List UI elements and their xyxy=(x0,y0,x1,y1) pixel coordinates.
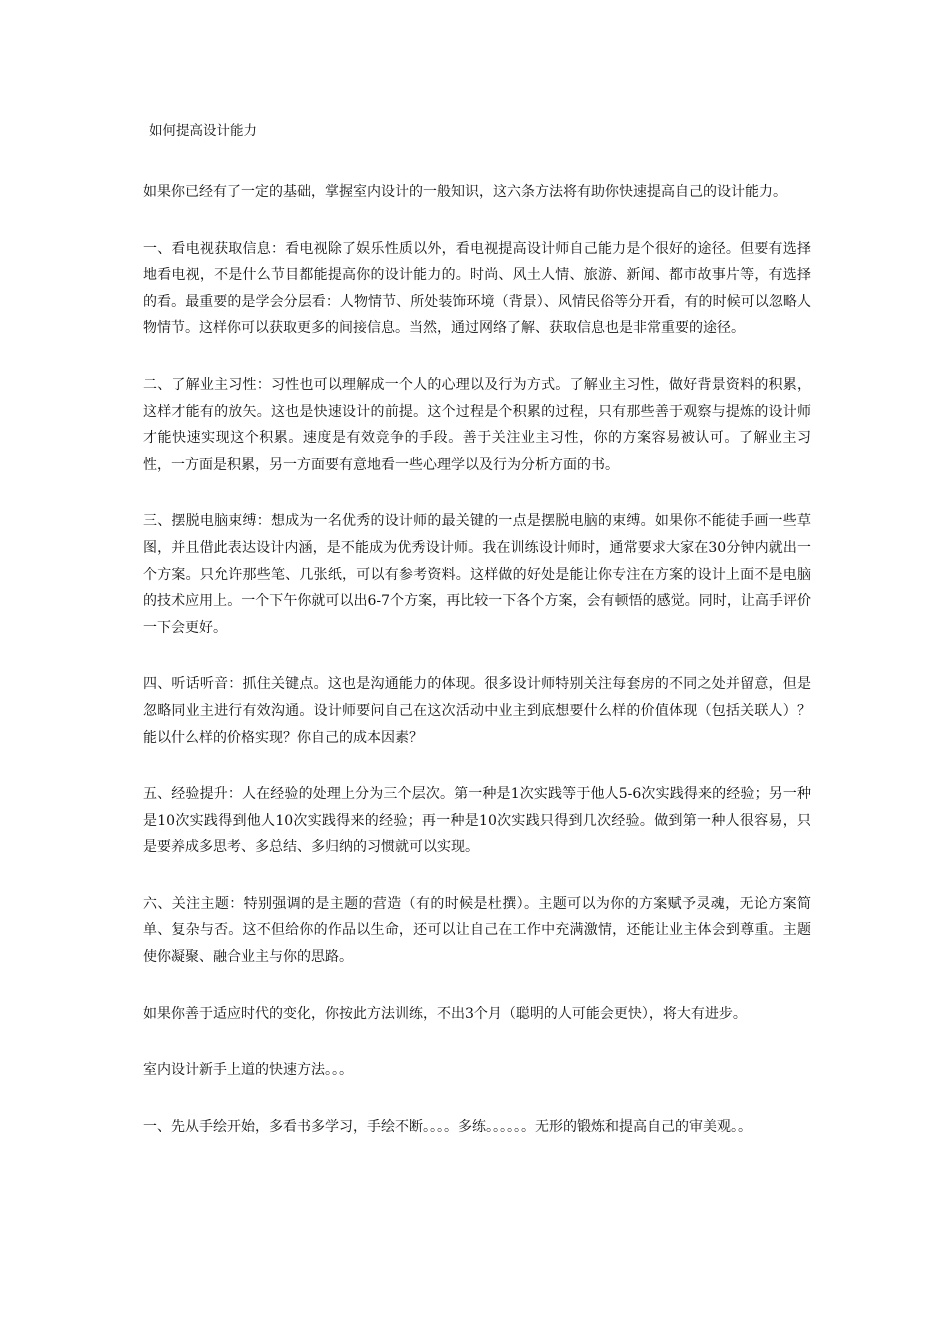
intro-paragraph: 如果你已经有了一定的基础，掌握室内设计的一般知识，这六条方法将有助你快速提高自己的设计能力。 xyxy=(143,184,787,200)
tip-listen-paragraph: 四、听话听音：抓住关键点。这也是沟通能力的体现。很多设计师特别关注每套房的不同之处并留意，但是忽略同业主进行有效沟通。设计师要问自己在这次活动中业主到底想要什么样的价值体现（包括关联人）？能以什么样的价格实现？你自己的成本因素？ xyxy=(143,676,811,746)
conclusion-paragraph: 如果你善于适应时代的变化，你按此方法训练，不出3个月（聪明的人可能会更快），将大有进步。 xyxy=(143,1005,747,1022)
newbie-heading-paragraph: 室内设计新手上道的快速方法。。。 xyxy=(143,1062,353,1079)
newbie-tip-paragraph: 一、先从手绘开始，多看书多学习，手绘不断。。。。多练。。。。。。无形的锻炼和提高自己的审美观。。 xyxy=(143,1118,752,1135)
tip-client-habits-paragraph: 二、了解业主习性：习性也可以理解成一个人的心理以及行为方式。了解业主习性，做好背景资料的积累，这样才能有的放矢。这也是快速设计的前提。这个过程是个积累的过程，只有那些善于观察与提炼的设计师才能快速实现这个积累。速度是有效竞争的手段。善于关注业主习性，你的方案容易被认可。了解业主习性，一方面是积累，另一方面要有意地看一些心理学以及行为分析方面的书。 xyxy=(143,376,811,473)
document-body xyxy=(143,120,811,1140)
tip-experience-paragraph: 五、经验提升：人在经验的处理上分为三个层次。第一种是1次实践等于他人5-6次实践得来的经验；另一种是10次实践得到他人10次实践得来的经验；再一种是10次实践只得到几次经验。做到第一种人很容易，只是要养成多思考、多总结、多归纳的习惯就可以实现。 xyxy=(143,786,811,856)
tip-theme-paragraph: 六、关注主题：特别强调的是主题的营造（有的时候是杜撰）。主题可以为你的方案赋予灵魂，无论方案简单、复杂与否。这不但给你的作品以生命，还可以让自己在工作中充满激情，还能让业主体会到尊重。主题使你凝聚、融合业主与你的思路。 xyxy=(143,895,811,966)
tip-watch-tv-paragraph: 一、看电视获取信息：看电视除了娱乐性质以外，看电视提高设计师自己能力是个很好的途径。但要有选择地看电视，不是什么节目都能提高你的设计能力的。时尚、风土人情、旅游、新闻、都市故事片等，有选择的看。最重要的是学会分层看：人物情节、所处装饰环境（背景）、风情民俗等分开看，有的时候可以忽略人物情节。这样你可以获取更多的间接信息。当然，通过网络了解、获取信息也是非常重要的途径。 xyxy=(143,240,811,337)
document-title: 如何提高设计能力 xyxy=(149,123,257,139)
tip-computer-free-paragraph: 三、摆脱电脑束缚：想成为一名优秀的设计师的最关键的一点是摆脱电脑的束缚。如果你不能徒手画一些草图，并且借此表达设计内涵，是不能成为优秀设计师。我在训练设计师时，通常要求大家在30分钟内就出一个方案。只允许那些笔、几张纸，可以有参考资料。这样做的好处是能让你专注在方案的设计上面不是电脑的技术应用上。一个下午你就可以出6-7个方案，再比较一下各个方案，会有顿悟的感觉。同时，让高手评价一下会更好。 xyxy=(143,513,811,636)
